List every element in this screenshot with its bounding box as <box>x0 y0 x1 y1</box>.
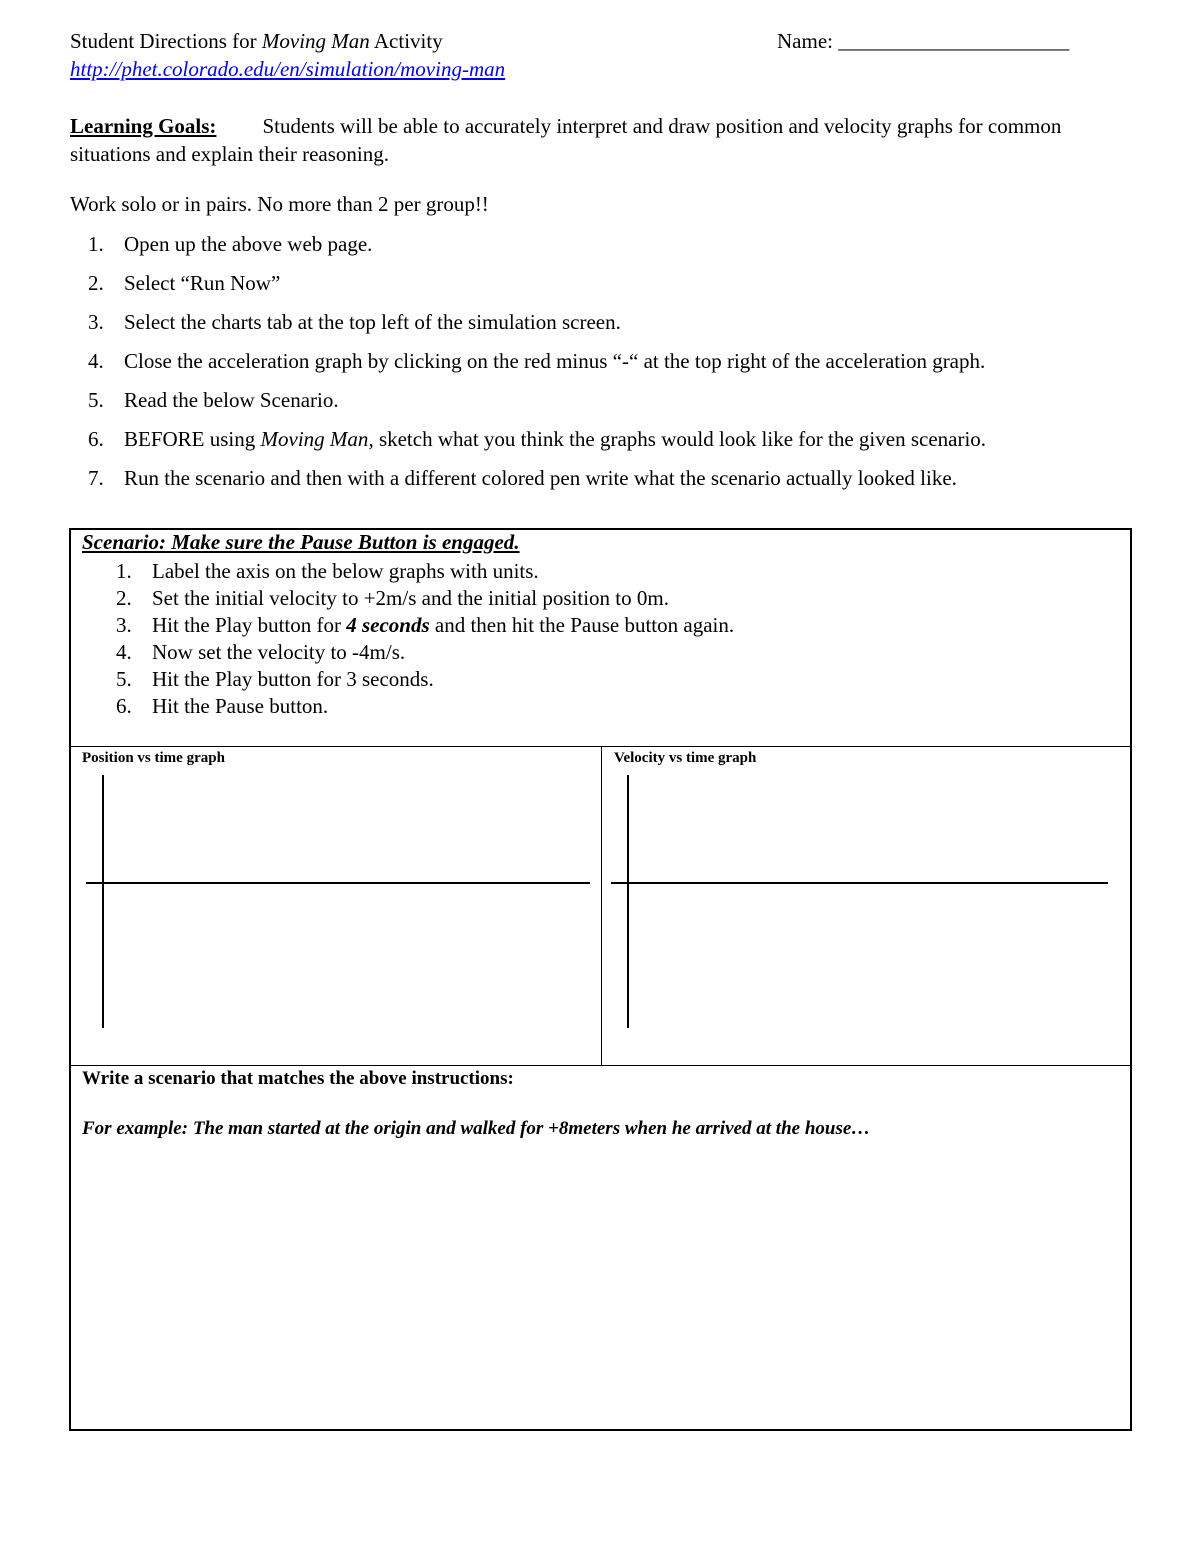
list-item: 6. BEFORE using Moving Man, sketch what you think the graphs would look like for the given scenario. <box>88 427 987 451</box>
list-item: 6. Hit the Pause button. <box>116 694 329 718</box>
graph-column-divider <box>601 746 602 1066</box>
list-item: 2. Select “Run Now” <box>88 271 281 295</box>
write-scenario-area[interactable] <box>72 1150 1130 1428</box>
learning-goals-text: Students will be able to accurately interpret and draw position and velocity graphs for common situations and explain their reasoning. <box>70 114 1062 166</box>
name-field[interactable]: Name: ______________________ <box>777 29 1070 53</box>
list-item: 4. Close the acceleration graph by clicking on the red minus “-“ at the top right of the acceleration graph. <box>88 349 986 373</box>
list-item: 5. Read the below Scenario. <box>88 388 339 412</box>
write-scenario-title: Write a scenario that matches the above instructions: <box>82 1068 514 1089</box>
list-item: 2. Set the initial velocity to +2m/s and the initial position to 0m. <box>116 586 669 610</box>
list-item: 1. Label the axis on the below graphs with units. <box>116 559 539 583</box>
table-divider <box>70 1065 1132 1066</box>
position-graph-y-axis[interactable] <box>102 775 104 1028</box>
scenario-steps <box>82 558 734 720</box>
list-item: 4. Now set the velocity to -4m/s. <box>116 640 406 664</box>
list-item: 3. Hit the Play button for 4 seconds and then hit the Pause button again. <box>116 613 735 637</box>
worksheet-title: Student Directions for Moving Man Activity <box>70 29 443 53</box>
learning-goals <box>70 112 1120 168</box>
list-item: 3. Select the charts tab at the top left of the simulation screen. <box>88 310 621 334</box>
position-graph-x-axis[interactable] <box>86 882 590 884</box>
simulation-link[interactable]: http://phet.colorado.edu/en/simulation/moving-man <box>70 57 506 81</box>
position-graph-title: Position vs time graph <box>82 750 225 766</box>
directions-list <box>70 228 1150 501</box>
group-instructions: Work solo or in pairs. No more than 2 per group!! <box>70 192 489 216</box>
write-scenario-example: For example: The man started at the origin and walked for +8meters when he arrived at the house… <box>82 1118 871 1139</box>
list-item: 7. Run the scenario and then with a different colored pen write what the scenario actually looked like. <box>88 466 957 490</box>
list-item: 5. Hit the Play button for 3 seconds. <box>116 667 434 691</box>
scenario-title: Scenario: Make sure the Pause Button is engaged. <box>82 530 520 554</box>
learning-goals-label: Learning Goals: <box>70 114 217 138</box>
list-item: 1. Open up the above web page. <box>88 232 373 256</box>
velocity-graph-x-axis[interactable] <box>611 882 1108 884</box>
velocity-graph-y-axis[interactable] <box>627 775 629 1028</box>
velocity-graph-title: Velocity vs time graph <box>614 750 757 766</box>
